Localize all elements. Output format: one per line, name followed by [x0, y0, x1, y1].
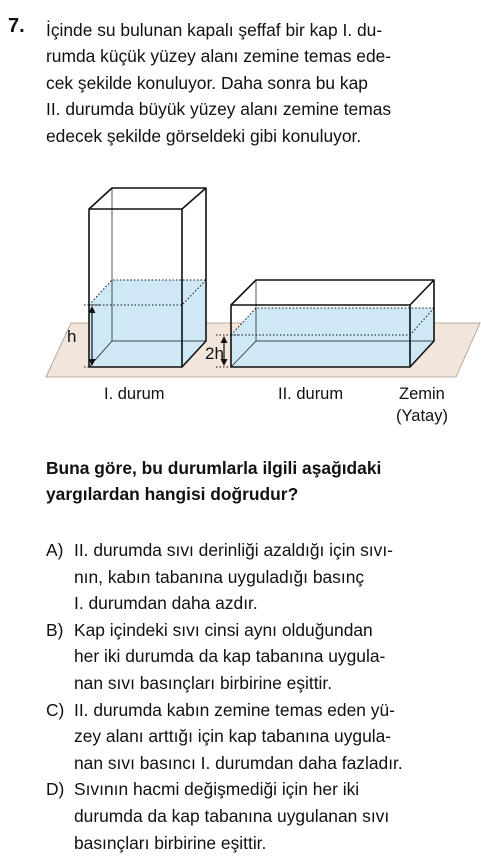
stem-line: II. durumda büyük yüzey alanı zemine temas [46, 99, 392, 120]
question-stem [46, 17, 471, 149]
option-line: nan sıvı basınçları birbirine eşittir. [74, 672, 333, 693]
height-label-h: 2h [205, 344, 224, 363]
case2-label: II. durum [278, 385, 344, 403]
option-line: basınçları birbirine eşittir. [74, 832, 267, 853]
answer-options [46, 537, 403, 856]
case1-container [89, 188, 206, 367]
stem-line: İçinde su bulunan kapalı şeffaf bir kap I. du- [46, 20, 383, 40]
prompt-line: Buna göre, bu durumlarla ilgili aşağıdaki [46, 458, 382, 478]
stem-line: cek şekilde konuluyor. Daha sonra bu kap [46, 72, 368, 93]
option-letter: C) [46, 699, 65, 720]
option-line: zey alanı arttığı için kap tabanına uygula- [74, 726, 392, 747]
height-label-2h: h [67, 327, 77, 346]
stem-line: rumda küçük yüzey alanı zemine temas ede- [46, 46, 392, 67]
option-line: Sıvının hacmi değişmediği için her iki [74, 779, 360, 800]
stem-line: edecek şekilde görseldeki gibi konuluyor. [46, 125, 362, 146]
option-line: Kap içindeki sıvı cinsi aynı olduğundan [74, 619, 373, 640]
question-prompt [46, 455, 381, 508]
option-line: nın, kabın tabanına uyguladığı basınç [74, 566, 365, 587]
option-line: I. durumdan daha azdır. [74, 593, 258, 614]
option-d[interactable] [46, 776, 403, 856]
option-line: II. durumda kabın zemine temas eden yü- [74, 699, 395, 720]
question-number: 7. [8, 15, 25, 37]
option-a[interactable] [46, 537, 403, 617]
option-letter: D) [46, 779, 65, 800]
case2-container [231, 280, 434, 367]
case1-label: I. durum [104, 385, 165, 403]
option-letter: B) [46, 619, 64, 640]
case1-water-front [89, 305, 182, 367]
option-line: durumda da kap tabanına uygulanan sıvı [74, 805, 390, 826]
option-letter: A) [46, 540, 64, 560]
case2-water-front [231, 335, 410, 367]
option-line: II. durumda sıvı derinliği azaldığı için sıvı- [74, 540, 393, 560]
ground-sublabel: (Yatay) [396, 407, 448, 425]
option-line: nan sıvı basıncı I. durumdan daha fazladır. [74, 752, 403, 773]
prompt-line: yargılardan hangisi doğrudur? [46, 484, 299, 505]
option-line: her iki durumda da kap tabanına uygula- [74, 646, 386, 667]
option-b[interactable] [46, 617, 403, 697]
option-c[interactable] [46, 697, 403, 777]
ground-label: Zemin [399, 385, 445, 403]
container-figure [0, 170, 481, 440]
